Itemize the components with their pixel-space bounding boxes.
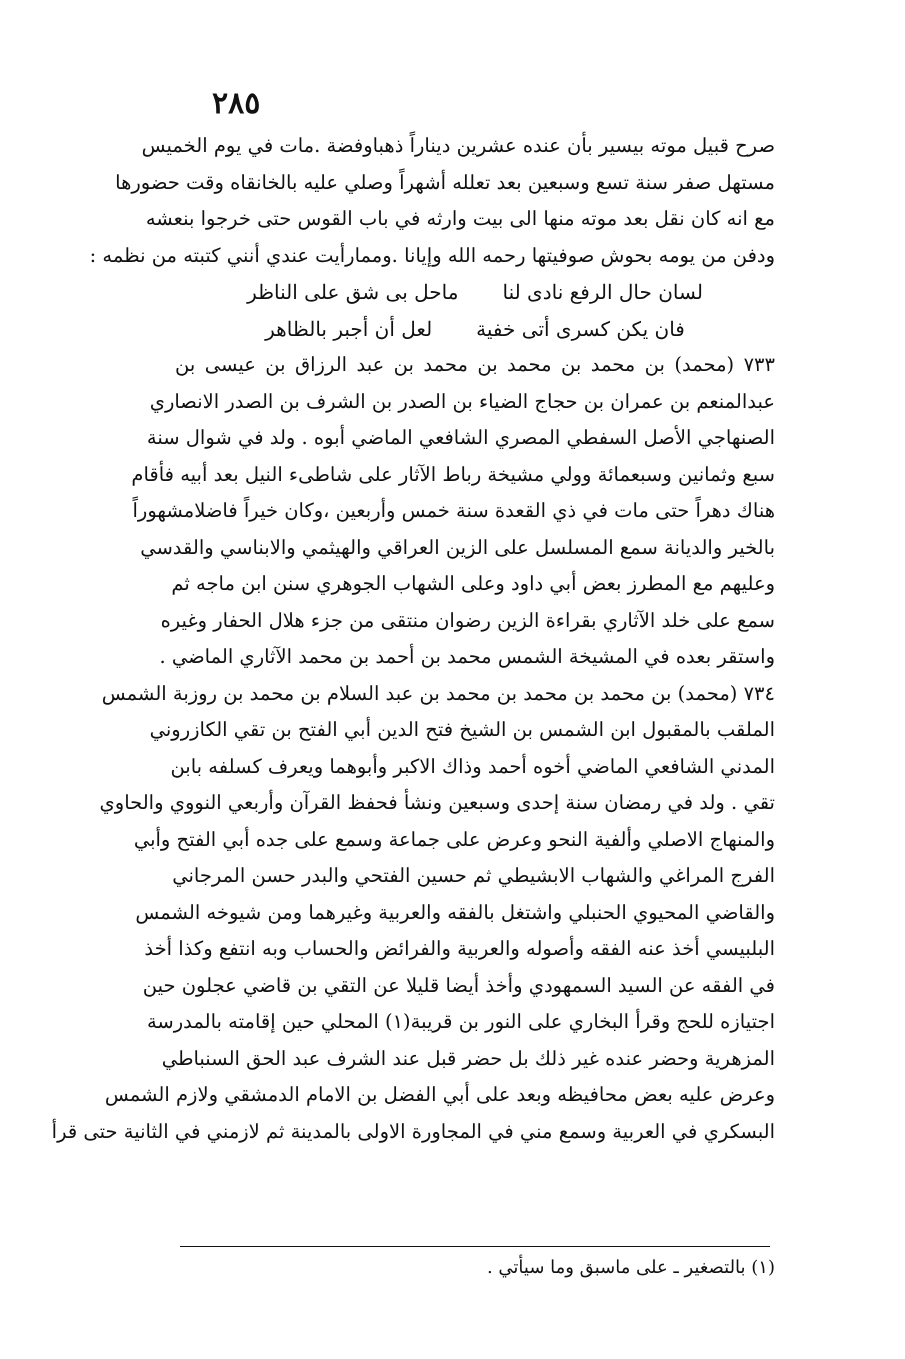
text-line: سبع وثمانين وسبعمائة وولي مشيخة رباط الآثار على شاطىء النيل بعد أبيه فأقام (131, 462, 775, 486)
text-line: تقي . ولد في رمضان سنة إحدى وسبعين ونشأ فحفظ القرآن وأربعي النووي والحاوي (99, 791, 775, 814)
text-line: ودفن من يومه بحوش صوفيتها رحمه الله وإيانا .وممارأيت عندي أنني كتبته من نظمه : (89, 243, 775, 267)
text-line: الملقب بالمقبول ابن الشمس بن الشيخ فتح الدين أبي الفتح بن تقي الكازروني (149, 718, 775, 741)
text-line: وعرض عليه بعض محافيظه وبعد على أبي الفضل بن الامام الدمشقي ولازم الشمس (104, 1083, 775, 1106)
verse-second-hemistich: ماحل بى شق على الناظر (247, 280, 459, 304)
text-line: هناك دهراً حتى مات في ذي القعدة سنة خمس وأربعين ،وكان خيراً فاضلامشهوراً (132, 499, 775, 522)
footnote: (١) بالتصغير ـ على ماسبق وما سيأتي . (486, 1257, 775, 1278)
text-line: والقاضي المحيوي الحنبلي واشتغل بالفقه والعربية وغيرهما ومن شيوخه الشمس (135, 900, 775, 924)
text-line: البلبيسي أخذ عنه الفقه وأصوله والعربية والفرائض والحساب وبه انتفع وكذا أخذ (144, 937, 775, 960)
text-line: مع انه كان نقل بعد موته منها الى بيت وارثه في باب القوس حتى خرجوا بنعشه (145, 207, 775, 230)
entry-heading-line: ٧٣٤ (محمد) بن محمد بن محمد بن محمد بن عبد السلام بن محمد بن روزبة الشمس (101, 681, 775, 705)
poem-verse (175, 274, 775, 311)
text-line: والمنهاج الاصلي وألفية النحو وعرض على جماعة وسمع على جده أبي الفتح وأبي (133, 827, 775, 851)
text-line: في الفقه عن السيد السمهودي وأخذ أيضا قليلا عن التقي بن قاضي عجلون حين (142, 973, 775, 997)
text-line: المدني الشافعي الماضي أخوه أحمد وذاك الاكبر وأبوهما ويعرف كسلفه بابن (170, 754, 775, 778)
text-line: صرح قبيل موته بيسير بأن عنده عشرين ديناراً ذهباوفضة .مات في يوم الخميس (141, 134, 775, 157)
text-line: واستقر بعده في المشيخة الشمس محمد بن أحمد بن محمد الآثاري الماضي . (159, 645, 775, 668)
text-line: مستهل صفر سنة تسع وسبعين بعد تعلله أشهراً وصلي عليه بالخانقاه وقت حضورها (115, 170, 775, 194)
body-text (51, 128, 775, 1150)
text-line: الصنهاجي الأصل السفطي المصري الشافعي الماضي أبوه . ولد في شوال سنة (146, 426, 775, 449)
verse-second-hemistich: لعل أن أجبر بالظاهر (265, 316, 433, 341)
text-line: الفرج المراغي والشهاب الابشيطي ثم حسين الفتحي والبدر حسن المرجاني (172, 864, 775, 887)
text-line: البسكري في العربية وسمع مني في المجاورة الاولى بالمدينة ثم لازمني في الثانية حتى قرأ (51, 1119, 775, 1143)
text-line: المزهرية وحضر عنده غير ذلك بل حضر قبل عند الشرف عبد الحق السنباطي (161, 1046, 775, 1070)
text-line: عبدالمنعم بن عمران بن حجاج الضياء بن الصدر بن الشرف بن الصدر الانصاري (149, 389, 775, 413)
text-line: بالخير والديانة سمع المسلسل على الزين العراقي والهيثمي والابناسي والقدسي (140, 535, 775, 559)
footnote-divider (180, 1246, 770, 1247)
page-number: ٢٨٥ (212, 86, 261, 121)
text-line: سمع على خلد الآثاري بقراءة الزين رضوان منتقى من جزء هلال الحفار وغيره (160, 608, 775, 632)
verse-first-hemistich: فان يكن كسرى أتى خفية (476, 316, 685, 341)
entry-heading-line: ٧٣٣ (محمد) بن محمد بن محمد بن محمد بن عبد الرزاق بن عيسى بن (175, 353, 775, 376)
verse-first-hemistich: لسان حال الرفع نادى لنا (502, 280, 703, 304)
text-line: اجتيازه للحج وقرأ البخاري على النور بن قريبة(١) المحلي حين إقامته بالمدرسة (146, 1010, 775, 1033)
poem-verse (175, 311, 775, 348)
text-line: وعليهم مع المطرز بعض أبي داود وعلى الشهاب الجوهري سنن ابن ماجه ثم (171, 572, 775, 595)
